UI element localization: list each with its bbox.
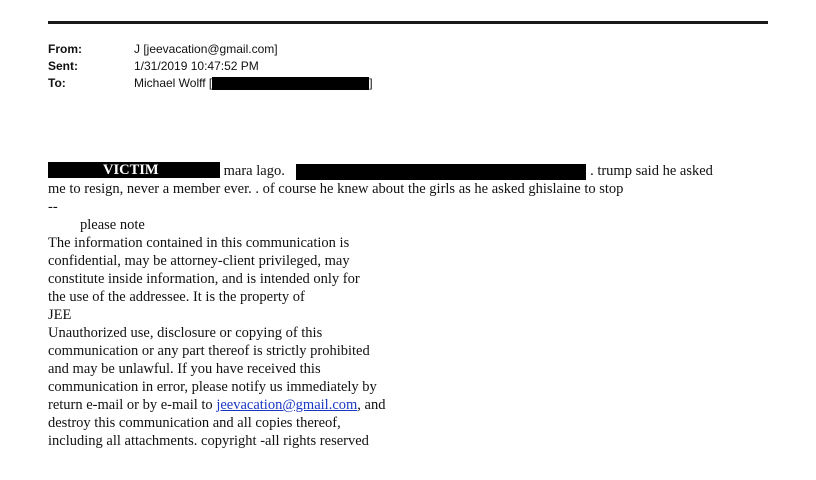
header-divider (48, 21, 768, 24)
sent-value: 1/31/2019 10:47:52 PM (134, 59, 259, 73)
email-link[interactable]: jeevacation@gmail.com (216, 397, 358, 413)
disclaimer-line: communication in error, please notify us immediately by (48, 379, 377, 395)
from-label: From: (48, 42, 82, 56)
to-value-prefix: Michael Wolff [ (134, 76, 213, 90)
message-line-2: me to resign, never a member ever. . of course he knew about the girls as he asked ghislaine to stop (48, 181, 624, 197)
victim-redaction-label: VICTIM (48, 162, 220, 178)
disclaimer-line: constitute inside information, and is intended only for (48, 271, 360, 287)
return-suffix: , and (357, 397, 386, 413)
return-prefix: return e-mail or by e-mail to (48, 397, 217, 413)
disclaimer-line: confidential, may be attorney-client privileged, may (48, 253, 350, 269)
disclaimer-line: communication or any part thereof is strictly prohibited (48, 343, 370, 359)
disclaimer-line: Unauthorized use, disclosure or copying of this (48, 325, 323, 341)
redaction-block (296, 164, 586, 180)
message-text-1a: mara lago. (223, 163, 285, 179)
message-text-1b: . trump said he asked (590, 163, 713, 179)
sent-label: Sent: (48, 59, 78, 73)
to-value (134, 76, 373, 90)
disclaimer-line: JEE (48, 307, 72, 323)
signature-separator: -- (48, 199, 58, 215)
please-note: please note (80, 217, 145, 233)
disclaimer-line-email (48, 396, 385, 414)
redaction-block (212, 77, 369, 90)
disclaimer-line: destroy this communication and all copies thereof, (48, 415, 341, 431)
disclaimer-line: including all attachments. copyright -all rights reserved (48, 433, 369, 449)
disclaimer-line: the use of the addressee. It is the property of (48, 289, 305, 305)
from-value: J [jeevacation@gmail.com] (134, 42, 278, 56)
disclaimer-line: The information contained in this communication is (48, 235, 350, 251)
message-line-1 (48, 162, 713, 180)
to-value-suffix: ] (369, 76, 373, 90)
to-label: To: (48, 76, 66, 90)
disclaimer-line: and may be unlawful. If you have received this (48, 361, 321, 377)
